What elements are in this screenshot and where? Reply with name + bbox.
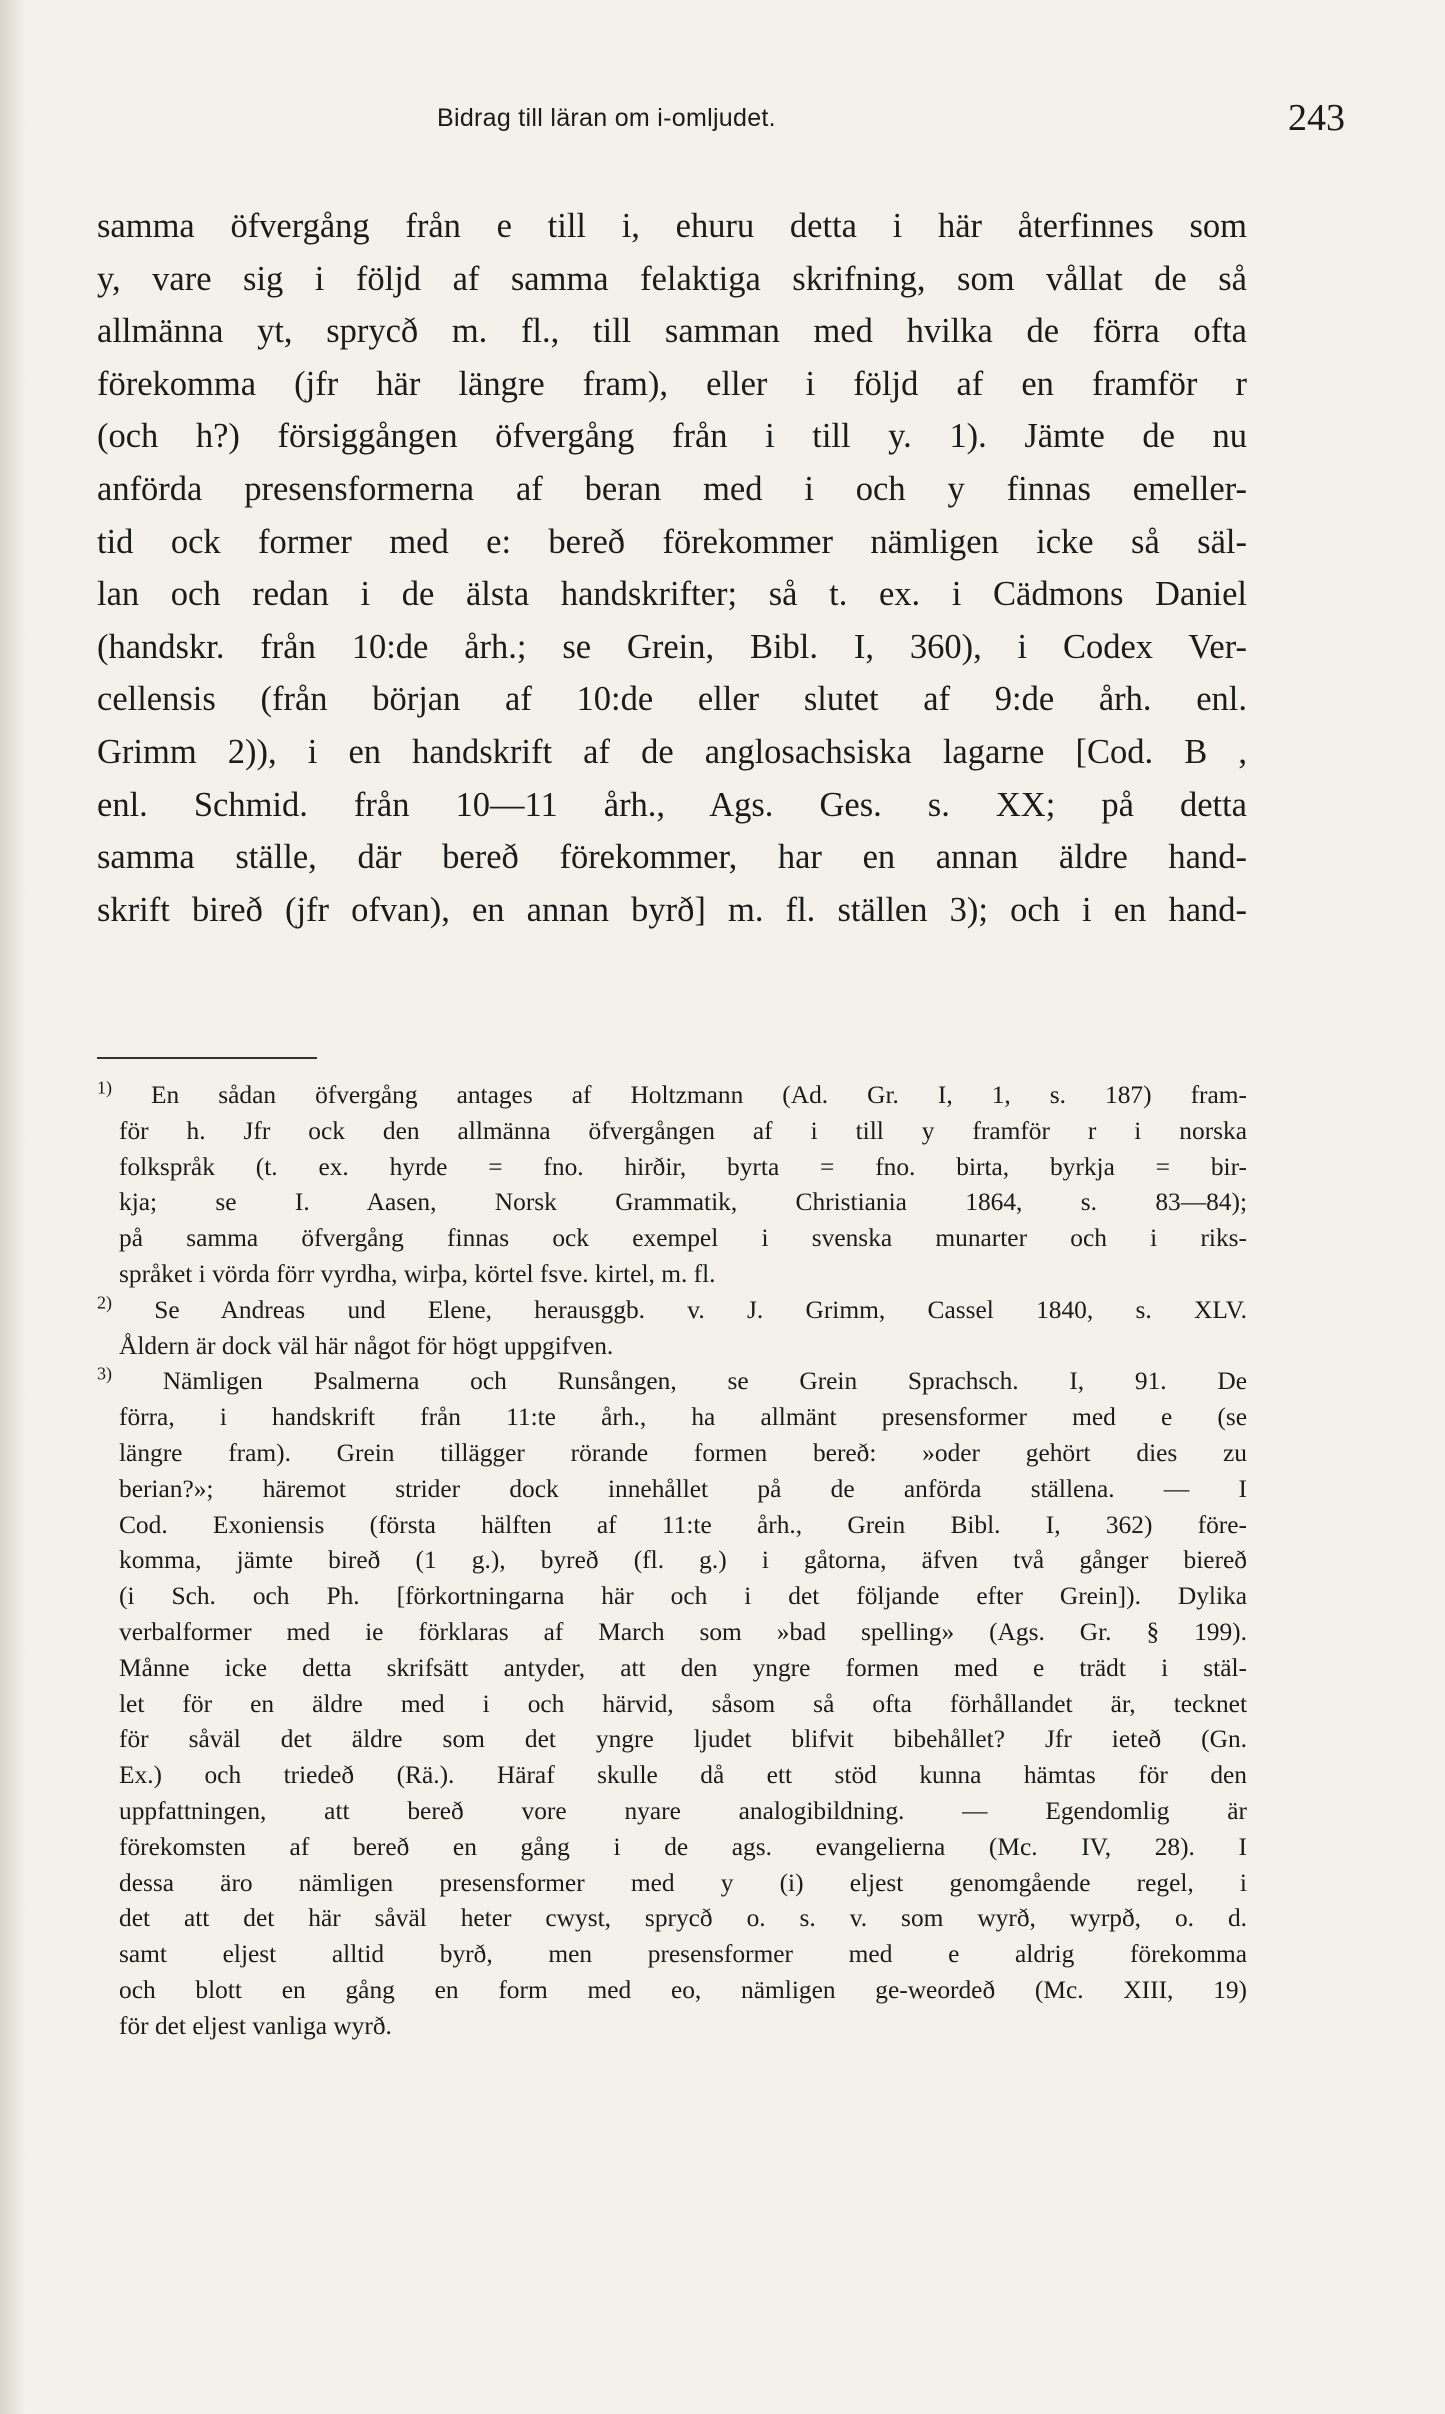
body-line: enl. Schmid. från 10—11 årh., Ags. Ges. s. XX; på detta bbox=[97, 785, 1247, 824]
footnote-line: på samma öfvergång finnas ock exempel i svenska munarter och i riks- bbox=[119, 1224, 1247, 1253]
footnote-line: samt eljest alltid byrð, men presensformer med e aldrig förekomma bbox=[119, 1940, 1247, 1969]
footnote-line: verbalformer med ie förklaras af March som »bad spelling» (Ags. Gr. § 199). bbox=[119, 1617, 1247, 1646]
body-line: cellensis (från början af 10:de eller slutet af 9:de årh. enl. bbox=[97, 680, 1247, 719]
body-line: tid ock former med e: bereð förekommer nämligen icke så säl- bbox=[97, 522, 1247, 561]
footnote-line: förra, i handskrift från 11:te årh., ha allmänt presensformer med e (se bbox=[119, 1403, 1247, 1432]
body-line: samma öfvergång från e till i, ehuru detta i här återfinnes som bbox=[97, 207, 1247, 245]
body-line: skrift bireð (jfr ofvan), en annan byrð] m. fl. ställen 3); och i en hand- bbox=[97, 890, 1247, 929]
footnote-separator bbox=[97, 1057, 317, 1059]
footnote-line: det att det här såväl heter cwyst, sprycð o. s. v. som wyrð, wyrpð, o. d. bbox=[119, 1904, 1247, 1933]
footnote-line: uppfattningen, att bereð vore nyare analogibildning. — Egendomlig är bbox=[119, 1796, 1247, 1825]
footnote-line: folkspråk (t. ex. hyrde = fno. hirðir, byrta = fno. birta, byrkja = bir- bbox=[119, 1152, 1247, 1181]
footnote-line: för h. Jfr ock den allmänna öfvergången af i till y framför r i norska bbox=[119, 1116, 1247, 1145]
footnote-2 bbox=[97, 1293, 1247, 1365]
footnote-line: $^{2)}$ Se Andreas und Elene, herausggb. v. J. Grimm, Cassel 1840, s. XLV. bbox=[97, 1292, 1247, 1324]
footnote-line: för det eljest vanliga wyrð. bbox=[119, 2011, 392, 2040]
footnote-line: språket i vörda förr vyrdha, wirþa, körtel fsve. kirtel, m. fl. bbox=[119, 1259, 716, 1288]
footnote-marker: 3) bbox=[97, 1363, 112, 1384]
body-line: Grimm 2)), i en handskrift af de anglosachsiska lagarne [Cod. B , bbox=[97, 732, 1247, 771]
footnote-line: Åldern är dock väl här något för högt uppgifven. bbox=[119, 1331, 614, 1360]
running-title: Bidrag till läran om i-omljudet. bbox=[437, 104, 776, 132]
footnote-1 bbox=[97, 1078, 1247, 1293]
footnote-line: $^{3)}$ Nämligen Psalmerna och Runsången, se Grein Sprachsch. I, 91. De bbox=[97, 1363, 1247, 1396]
footnote-line: let för en äldre med i och härvid, såsom så ofta förhållandet är, tecknet bbox=[119, 1689, 1247, 1718]
page-edge-shadow bbox=[0, 0, 26, 2414]
footnote-line: (i Sch. och Ph. [förkortningarna här och i det följande efter Grein]). Dylika bbox=[119, 1582, 1247, 1611]
footnotes bbox=[97, 1078, 1247, 2045]
body-line: förekomma (jfr här längre fram), eller i följd af en framför r bbox=[97, 364, 1247, 403]
running-head bbox=[97, 97, 1345, 150]
footnote-marker: 2) bbox=[97, 1292, 112, 1313]
footnote-line: förekomsten af bereð en gång i de ags. evangelierna (Mc. IV, 28). I bbox=[119, 1832, 1247, 1861]
body-line: lan och redan i de älsta handskrifter; så t. ex. i Cädmons Daniel bbox=[97, 575, 1247, 614]
body-line: (och h?) försiggången öfvergång från i till y. 1). Jämte de nu bbox=[97, 417, 1247, 456]
body-line: y, vare sig i följd af samma felaktiga skrifning, som vållat de så bbox=[97, 259, 1247, 298]
footnote-line: kja; se I. Aasen, Norsk Grammatik, Christiania 1864, s. 83—84); bbox=[119, 1188, 1247, 1217]
page-number: 243 bbox=[1288, 97, 1345, 139]
body-line: anförda presensformerna af beran med i och y finnas emeller- bbox=[97, 469, 1247, 508]
footnote-line: och blott en gång en form med eo, nämligen ge-weordeð (Mc. XIII, 19) bbox=[119, 1975, 1247, 2004]
footnote-line: Cod. Exoniensis (första hälften af 11:te årh., Grein Bibl. I, 362) före- bbox=[119, 1510, 1247, 1539]
footnote-marker: 1) bbox=[97, 1077, 112, 1098]
footnote-line: komma, jämte bireð (1 g.), byreð (fl. g.) i gåtorna, äfven två gånger biereð bbox=[119, 1546, 1247, 1575]
footnote-line: Ex.) och triedeð (Rä.). Häraf skulle då ett stöd kunna hämtas för den bbox=[119, 1761, 1247, 1790]
footnote-line: längre fram). Grein tillägger rörande formen bereð: »oder gehört dies zu bbox=[119, 1438, 1247, 1467]
footnote-3 bbox=[97, 1364, 1247, 2044]
body-text bbox=[97, 200, 1247, 936]
footnote-line: dessa äro nämligen presensformer med y (i) eljest genomgående regel, i bbox=[119, 1868, 1247, 1897]
footnote-line: $^{1)}$ En sådan öfvergång antages af Holtzmann (Ad. Gr. I, 1, s. 187) fram- bbox=[97, 1077, 1247, 1109]
body-line: (handskr. från 10:de årh.; se Grein, Bibl. I, 360), i Codex Ver- bbox=[97, 627, 1247, 666]
footnote-line: Månne icke detta skrifsätt antyder, att den yngre formen med e trädt i stäl- bbox=[119, 1653, 1247, 1682]
body-line: samma ställe, där bereð förekommer, har en annan äldre hand- bbox=[97, 838, 1247, 877]
body-line: allmänna yt, sprycð m. fl., till samman med hvilka de förra ofta bbox=[97, 312, 1247, 351]
footnote-line: för såväl det äldre som det yngre ljudet blifvit bibehållet? Jfr ieteð (Gn. bbox=[119, 1725, 1247, 1754]
footnote-line: berian?»; häremot strider dock innehållet på de anförda ställena. — I bbox=[119, 1474, 1247, 1503]
